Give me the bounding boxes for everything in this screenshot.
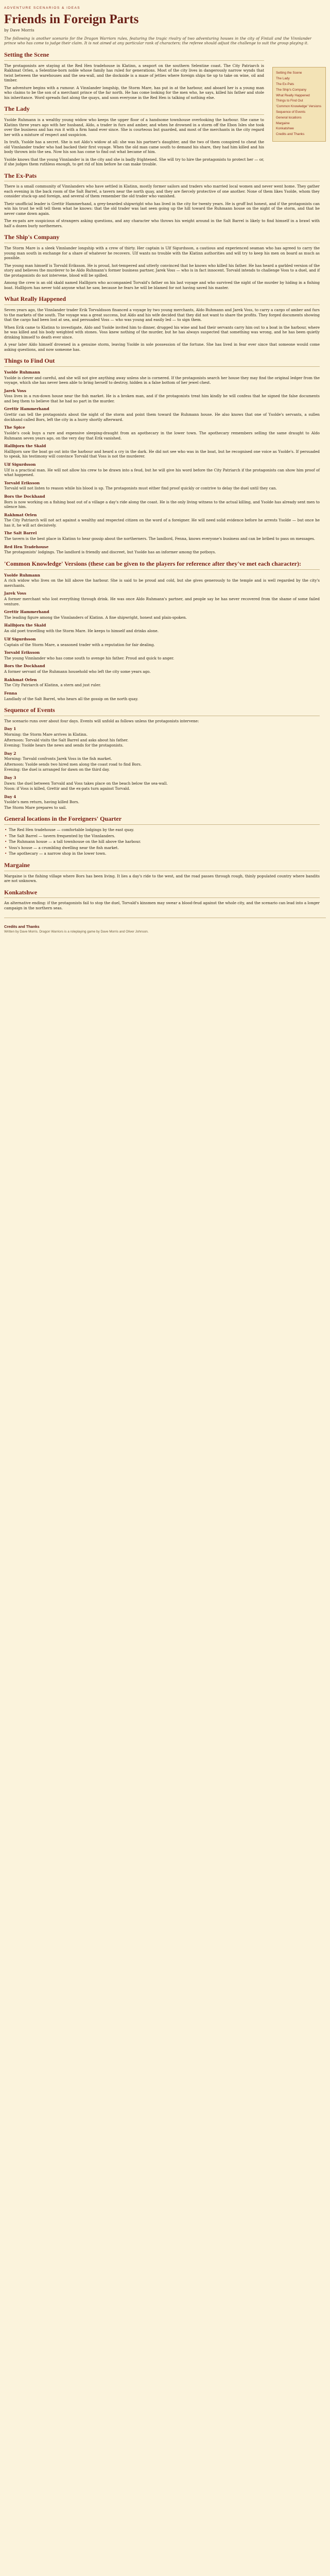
body-paragraph: When Erik came to Klatinn to investigate, Aldo and Ysolde invited him to dinner, drugged his wine and had their servants carry him out to a boat in the harbour, where he was killed and his body weighted with stones. Voss knew nothing of the murder, but he has always suspected that something was wrong, and he has been quietly drinking himself to death ever since.: [4, 325, 320, 340]
character-entry: [4, 444, 320, 459]
entry-text: Ysolde is clever and careful, and she will not give anything away unless she is cornered. If the protagonists search her house they may find the original ledger from the voyage, which she has never been able to bring herself to destroy, hidden in a false bottom of her jewel chest.: [4, 375, 320, 385]
character-entry: [4, 425, 320, 440]
entry-text: The City Patriarch will not act against a wealthy and respected citizen on the word of a foreigner. He will need solid evidence before he arrests Ysolde — but once he has it, he will act decisively.: [4, 518, 320, 528]
timeline-step: The Storm Mare prepares to sail.: [4, 805, 67, 810]
main-column: [4, 172, 320, 911]
body-paragraph: Seven years ago, the Vinnlander trader Erik Torvaldsson financed a voyage by two young merchants, Aldo Ruhmann and Jarek Voss, to carry a cargo of amber and furs to the markets of the south. The voyage was a great success, but Aldo and his wife decided that they did not want to share the profits. They forged documents showing that the cargo had been lost at sea, and persuaded Voss — who was young and easily led — to sign them.: [4, 308, 320, 323]
entry-text: A former merchant who lost everything through drink. He was once Aldo Ruhmann's partner, and people say he has never recovered from the shame of some failed venture.: [4, 597, 320, 606]
character-entry: [4, 591, 320, 606]
section-heading: Margaine: [4, 861, 320, 871]
entry-text: Grettir can tell the protagonists about the night of the storm and point them toward the Ruhmann house. He also knows that one of Ysolde's servants, a sullen dockhand called Bors, left the city in a hurry shortly afterward.: [4, 412, 320, 422]
toc-link[interactable]: 'Common Knowledge' Versions: [276, 105, 322, 109]
section-heading: General locations in the Foreigners' Quarter: [4, 815, 320, 825]
character-entry: [4, 481, 320, 491]
byline: by Dave Morris: [4, 28, 34, 33]
page: [0, 6, 330, 947]
section-heading: Sequence of Events: [4, 706, 320, 716]
character-entry: [4, 664, 320, 674]
body-paragraph: Ysolde Ruhmann is a wealthy young widow who keeps the upper floor of a handsome townhouse overlooking the harbour. She came to Klatinn three years ago with her husband, Aldo, a trader in furs and amber, and when he drowned in a storm off the Ebon Isles she took over the business and has run it with a firm hand ever since. She is courteous but guarded, and most of the merchants in the city regard her with a mixture of respect and suspicion.: [4, 117, 264, 137]
character-entry: [4, 573, 320, 588]
entry-heading: Hallbjorn the Skald: [4, 623, 46, 628]
character-entry: [4, 513, 320, 528]
entry-heading: Grettir Hammerhand: [4, 609, 49, 615]
timeline-step: Noon: if Voss is killed, Grettir and the ex-pats turn against Torvald.: [4, 786, 130, 791]
entry-heading: Ulf Sigurdsson: [4, 636, 36, 641]
body-paragraph: The young man himself is Torvald Eriksson. He is proud, hot-tempered and utterly convinced that he knows who killed his father. He has heard a garbled version of the story and believes the murderer to be Aldo Ruhmann's former business partner, Jarek Voss — who is in fact innocent. Torvald intends to challenge Voss to a duel, and if the protagonists do not intervene, blood will be spilled.: [4, 263, 320, 278]
section-heading: The Lady: [4, 105, 264, 115]
timeline-day: [4, 726, 320, 748]
entry-heading: Jarek Voss: [4, 591, 26, 596]
character-entry: [4, 406, 320, 422]
body-paragraph: Their unofficial leader is Grettir Hammerhand, a grey-bearded shipwright who has lived in the city for twenty years. He is gruff but honest, and if the protagonists can win his trust he will tell them what he knows: that the old trader was last seen going up the hill toward the Ruhmann house on the night of the storm, and that he never came down again.: [4, 201, 320, 216]
section-heading: The Ex-Pats: [4, 172, 320, 182]
entry-heading: Ysolde Ruhmann: [4, 369, 40, 375]
timeline-step: Ysolde's men return, having killed Bors.: [4, 800, 79, 805]
character-entry: [4, 494, 320, 510]
entry-heading: Ysolde Ruhmann: [4, 572, 40, 578]
entry-heading: The Spice: [4, 425, 25, 430]
character-entry: [4, 637, 320, 647]
entry-text: Landlady of the Salt Barrel, who hears all the gossip on the north quay.: [4, 696, 138, 701]
character-entry: [4, 650, 320, 660]
entry-heading: Torvald Eriksson: [4, 650, 40, 655]
entry-heading: Bors the Dockhand: [4, 664, 45, 669]
list-item: • The Red Hen tradehouse — comfortable lodgings by the east quay.: [4, 827, 320, 833]
credits-heading: Credits and Thanks: [4, 924, 40, 929]
footer: [4, 918, 326, 934]
entry-heading: Rakhmat Orlen: [4, 677, 37, 682]
list-item: • The Salt Barrel — tavern frequented by the Vinnlanders.: [4, 834, 320, 839]
entry-heading: Torvald Eriksson: [4, 480, 40, 485]
toc-link[interactable]: Sequence of Events: [276, 110, 306, 114]
toc-link[interactable]: Credits and Thanks: [276, 132, 305, 137]
body-paragraph: An alternative ending: if the protagonists fail to stop the duel, Torvald's kinsmen may swear a blood-feud against the whole city, and the scenario can lead into a longer campaign in the northern seas.: [4, 901, 320, 910]
timeline-day: [4, 794, 320, 810]
entry-text: The leading figure among the Vinnlanders of Klatinn. A fine shipwright, honest and plain-spoken.: [4, 615, 187, 620]
toc-link[interactable]: Konkatshwe: [276, 127, 294, 131]
character-entry: [4, 545, 320, 555]
timeline-step: Afternoon: Ysolde sends two hired men along the coast road to find Bors.: [4, 761, 142, 767]
toc-link[interactable]: What Really Happened: [276, 93, 310, 97]
timeline-step: Morning: Torvald confronts Jarek Voss in the fish market.: [4, 756, 112, 761]
toc-link[interactable]: Setting the Scene: [276, 71, 302, 75]
entry-heading: Grettir Hammerhand: [4, 406, 49, 412]
day-heading: Day 1: [4, 726, 16, 732]
entry-text: An old poet travelling with the Storm Mare. He keeps to himself and drinks alone.: [4, 629, 159, 634]
toc-link[interactable]: Margaine: [276, 121, 290, 125]
toc-link[interactable]: The Lady: [276, 77, 290, 81]
entry-text: The tavern is the best place in Klatinn to hear gossip about the northerners. The landlord, Fenna, knows everyone's business and can be bribed to pass on messages.: [4, 536, 316, 541]
day-heading: Day 2: [4, 751, 16, 756]
entry-text: Captain of the Storm Mare, a seasoned trader with a reputation for fair dealing.: [4, 642, 155, 647]
character-entry: [4, 462, 320, 478]
entry-text: Torvald will not listen to reason while his blood is up. The protagonists must either find proof quickly or contrive to delay the duel until they can.: [4, 486, 277, 491]
entry-heading: Hallbjorn the Skald: [4, 444, 46, 448]
body-paragraph: Ysolde knows that the young Vinnlander is in the city and she is badly frightened. She will try to hire the protagonists to protect her — or, if she judges them ruthless enough, to get rid of him before he can make trouble.: [4, 157, 264, 167]
toc-link[interactable]: Things to Find Out: [276, 99, 303, 103]
main-column-narrow: [4, 51, 264, 167]
page-title: Friends in Foreign Parts: [4, 12, 139, 26]
timeline-step: Evening: Ysolde hears the news and sends for the protagonists.: [4, 743, 124, 748]
entry-text: Ysolde's cook buys a rare and expensive sleeping-draught from an apothecary in the lower town. The apothecary remembers selling the same draught to Aldo Ruhmann seven years ago, on the very day that Erik vanished.: [4, 431, 320, 440]
entry-text: The protagonists' lodgings. The landlord is friendly and discreet, but Ysolde has an informer among the potboys.: [4, 550, 216, 555]
timeline-day: [4, 775, 320, 791]
entry-text: A former servant of the Ruhmann household who left the city some years ago.: [4, 669, 151, 674]
entry-heading: Rakhmat Orlen: [4, 512, 37, 517]
section-heading: The Ship's Company: [4, 233, 320, 243]
list-item: • Voss's house — a crumbling dwelling near the fish market.: [4, 845, 320, 851]
timeline-step: Morning: the Storm Mare arrives in Klatinn.: [4, 732, 88, 737]
entry-heading: Ulf Sigurdsson: [4, 462, 36, 467]
character-entry: [4, 388, 320, 404]
section-heading: What Really Happened: [4, 295, 320, 305]
character-entry: [4, 623, 320, 633]
series-label: ADVENTURE SCENARIOS & IDEAS: [4, 6, 81, 10]
list-item: • The Ruhmann house — a tall townhouse on the hill above the harbour.: [4, 839, 320, 844]
entry-text: The young Vinnlander who has come south to avenge his father. Proud and quick to anger.: [4, 655, 175, 660]
body-paragraph: The adventure begins with a rumour. A Vinnlander longship, the Storm Mare, has put in at the harbour, and aboard her is a young man who claims to be the son of a merchant prince of the far north. He has come looking for the men who, he says, killed his father and stole his inheritance. Word spreads fast along the quays, and soon everyone in the Red Hen is talking of nothing else.: [4, 85, 264, 100]
toc-link[interactable]: General locations: [276, 115, 302, 120]
timeline-day: [4, 751, 320, 772]
credits-text: Written by Dave Morris. Dragon Warriors is a roleplaying game by Dave Morris and Oliver Johnson.: [4, 930, 149, 934]
toc-link[interactable]: The Ex-Pats: [276, 82, 294, 86]
body-paragraph: The Storm Mare is a sleek Vinnlander longship with a crew of thirty. Her captain is Ulf Sigurdsson, a cautious and experienced seaman who has agreed to carry the young man south in exchange for a share of whatever he recovers. Ulf wants no trouble with the Klatinn authorities and will try to keep his men on board as much as possible.: [4, 246, 320, 261]
character-entry: [4, 677, 320, 688]
character-entry: [4, 691, 320, 701]
entry-text: Ulf is a practical man. He will not allow his crew to be drawn into a feud, but he will give his word before the City Patriarch if the protagonists can show him proof of what happened.: [4, 467, 320, 478]
entry-heading: Bors the Dockhand: [4, 494, 45, 499]
body-paragraph: Among the crew is an old skald named Hallbjorn who accompanied Torvald's father on his last voyage and who survived the night of the murder by hiding in a fishing boat. Hallbjorn has never told anyone what he saw, because he fears he will be blamed for not having saved his master.: [4, 280, 320, 290]
list-item: • The apothecary — a narrow shop in the lower town.: [4, 851, 320, 856]
section-heading: Things to Find Out: [4, 357, 320, 367]
day-heading: Day 3: [4, 775, 16, 780]
table-of-contents: [272, 67, 326, 142]
entry-text: Voss lives in a run-down house near the fish market. He is a broken man, and if the protagonists treat him kindly he will confess that he signed the false documents and beg them to believe that he had no part in the murder.: [4, 394, 320, 403]
entry-text: A rich widow who lives on the hill above the harbour. She is said to be proud and cold, but she gives generously to the temple and is well regarded by the city's merchants.: [4, 578, 320, 588]
body-paragraph: A year later Aldo himself drowned in a genuine storm, leaving Ysolde in sole possession of the fortune. She has lived in fear ever since that someone would come asking questions, and now someone has.: [4, 342, 320, 352]
body-paragraph: There is a small community of Vinnlanders who have settled in Klatinn, mostly former sailors and traders who married local women and never went home. They gather each evening in the back room of the Salt Barrel, a tavern near the north quay, and they are fiercely protective of one another. None of them likes Ysolde, whom they consider stuck-up and foreign, and several of them remember the old trader who vanished.: [4, 184, 320, 199]
section-heading: Konkatshwe: [4, 889, 320, 899]
character-entry: [4, 531, 320, 541]
body-paragraph: The protagonists are staying at the Red Hen tradehouse in Klatinn, a seaport on the southern Selentine coast. The City Patriarch is Rakhmat Orlen, a Selentine-born noble whose family has ruled for generations. Most of the city lives in dangerously narrow wynds that twist between the warehouses and the sea-wall, and the dockside is a maze of jetties where foreign ships tie up to take on wine, oil and timber.: [4, 63, 264, 83]
intro-text: The following is another scenario for the Dragon Warriors rules, featuring the tragic rivalry of two adventuring houses in the city of Fintail and the Vinnlander prince who has come to judge their claim. It is not aimed at any particular rank of characters; the referee should adjust the challenge to suit the group playing it.: [4, 36, 311, 46]
entry-text: Hallbjorn saw the boat go out into the harbour and heard a cry in the dark. He did not see who was in the boat, but he recognised one voice as Ysolde's. If persuaded to speak, his testimony will convince Torvald that Voss is not the murderer.: [4, 449, 320, 459]
section-heading: 'Common Knowledge' Versions (these can be given to the players for reference after they've met each character):: [4, 560, 320, 570]
entry-heading: Jarek Voss: [4, 388, 26, 393]
character-entry: [4, 370, 320, 385]
entry-heading: Red Hen Tradehouse: [4, 544, 49, 549]
body-paragraph: Margaine is the fishing village where Bors has been living. It lies a day's ride to the west, and the road passes through rough, thinly populated country where bandits are not unknown.: [4, 873, 320, 884]
body-paragraph: The ex-pats are suspicious of strangers asking questions, and any character who throws his weight around in the Salt Barrel is likely to find himself in a brawl with half a dozen burly northerners.: [4, 218, 320, 228]
entry-heading: Fenna: [4, 690, 18, 696]
toc-link[interactable]: The Ship's Company: [276, 88, 307, 92]
day-heading: Day 4: [4, 794, 16, 799]
timeline-step: Evening: the duel is arranged for dawn on the third day.: [4, 767, 110, 772]
location-list: [4, 827, 320, 856]
character-entry: [4, 609, 320, 620]
timeline-step: Dawn: the duel between Torvald and Voss takes place on the beach below the sea-wall.: [4, 781, 168, 786]
timeline-step: Afternoon: Torvald visits the Salt Barrel and asks about his father.: [4, 737, 129, 742]
entry-heading: The Salt Barrel: [4, 531, 37, 536]
section-heading: Setting the Scene: [4, 51, 264, 61]
body-paragraph: In truth, Ysolde has a secret. She is not Aldo's widow at all: she was his partner's daughter, and the two of them conspired to cheat the old Vinnlander trader who had backed their first voyage. When the old man came south to demand his share, they had him killed and his body thrown into the sea. Now his son has come to find out what became of him.: [4, 140, 264, 155]
entry-text: Bors is now working on a fishing boat out of a village a day's ride along the coast. He is the only living witness to the actual killing, and Ysolde has already sent men to silence him.: [4, 499, 320, 510]
body-paragraph: The scenario runs over about four days. Events will unfold as follows unless the protagonists intervene:: [4, 718, 199, 723]
entry-text: The City Patriarch of Klatinn, a stern and just ruler.: [4, 683, 101, 688]
